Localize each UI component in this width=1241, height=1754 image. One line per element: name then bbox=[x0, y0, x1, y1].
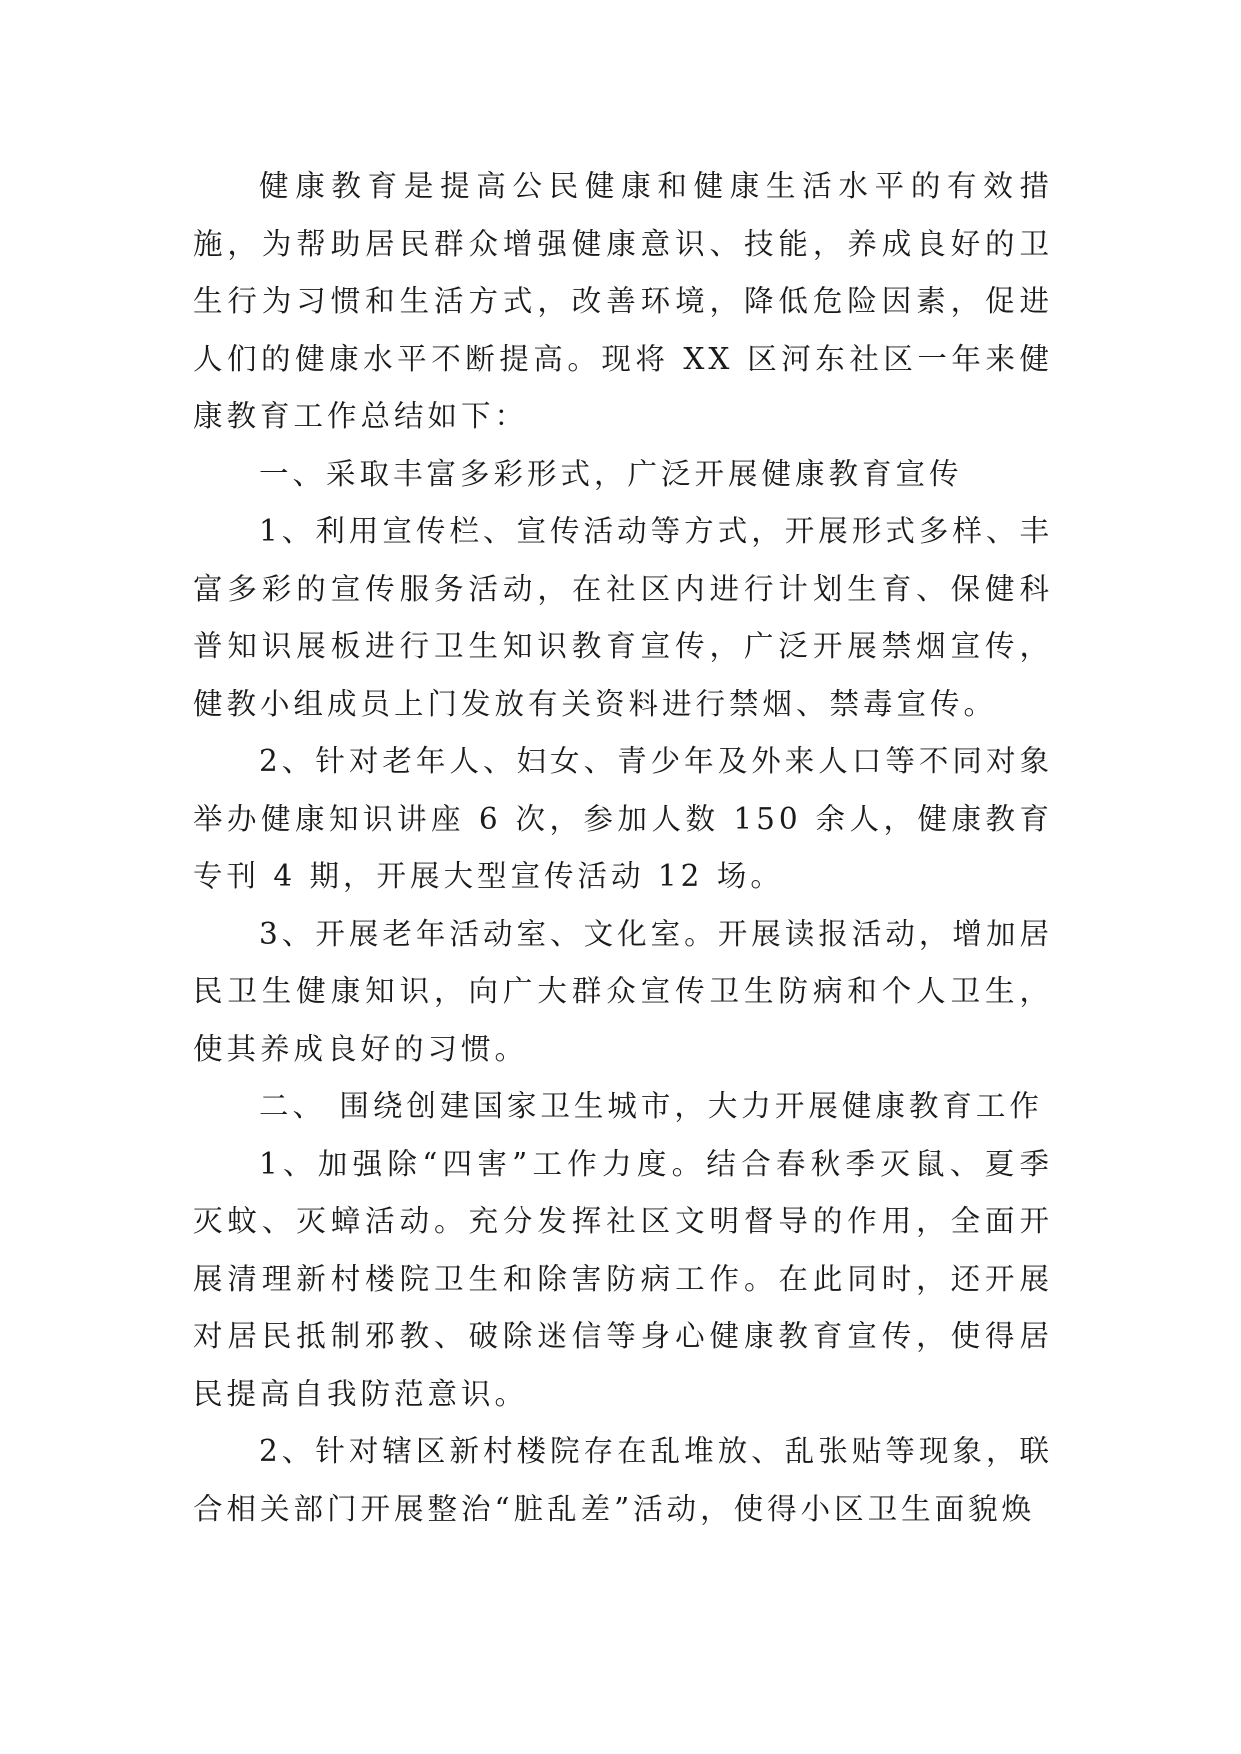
document-body bbox=[193, 158, 1053, 1538]
intro-paragraph: 健康教育是提高公民健康和健康生活水平的有效措施，为帮助居民群众增强健康意识、技能，养成良好的卫生行为习惯和生活方式，改善环境，降低危险因素，促进人们的健康水平不断提高。现将 XX 区河东社区一年来健康教育工作总结如下： bbox=[193, 169, 1053, 433]
item-2-1: 1、加强除“四害”工作力度。结合春秋季灭鼠、夏季灭蚊、灭蟑活动。充分发挥社区文明督导的作用，全面开展清理新村楼院卫生和除害防病工作。在此同时，还开展对居民抵制邪教、破除迷信等身心健康教育宣传，使得居民提高自我防范意识。 bbox=[193, 1146, 1053, 1411]
section-heading-2: 二、 围绕创建国家卫生城市，大力开展健康教育工作 bbox=[259, 1089, 1043, 1123]
item-2-2: 2、针对辖区新村楼院存在乱堆放、乱张贴等现象，联合相关部门开展整治“脏乱差”活动，使得小区卫生面貌焕 bbox=[193, 1434, 1053, 1526]
item-1-1: 1、利用宣传栏、宣传活动等方式，开展形式多样、丰富多彩的宣传服务活动，在社区内进行计划生育、保健科普知识展板进行卫生知识教育宣传，广泛开展禁烟宣传，健教小组成员上门发放有关资料进行禁烟、禁毒宣传。 bbox=[193, 514, 1053, 721]
item-1-3: 3、开展老年活动室、文化室。开展读报活动，增加居民卫生健康知识，向广大群众宣传卫生防病和个人卫生，使其养成良好的习惯。 bbox=[193, 916, 1053, 1066]
section-heading-1: 一、采取丰富多彩形式，广泛开展健康教育宣传 bbox=[259, 456, 963, 491]
item-1-2: 2、针对老年人、妇女、青少年及外来人口等不同对象举办健康知识讲座 6 次，参加人数 150 余人，健康教育专刊 4 期，开展大型宣传活动 12 场。 bbox=[193, 744, 1053, 893]
